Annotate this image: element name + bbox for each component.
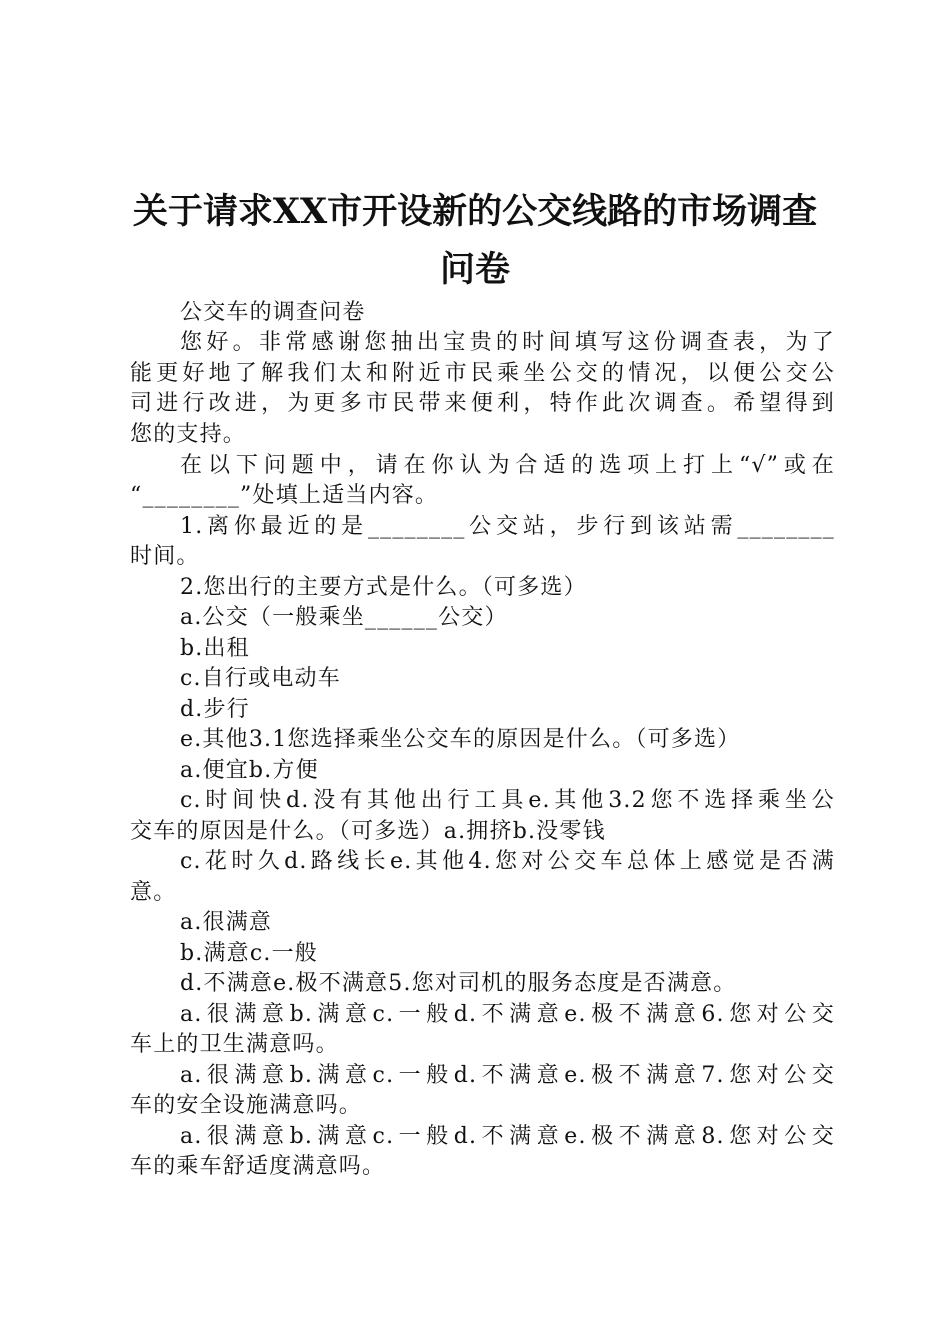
body-line: b.满意c.一般 (180, 941, 318, 966)
body-line: “________”处填上适当内容。 (130, 483, 439, 508)
document-title-line-2: 问卷 (439, 249, 510, 290)
body-line: a.很满意 (180, 910, 273, 935)
body-line: d.步行 (180, 697, 250, 722)
body-line: 车上的卫生满意吗。 (130, 1032, 339, 1057)
body-line: 能更好地了解我们太和附近市民乘坐公交的情况，以便公交公 (130, 361, 835, 386)
document-title-line-1: 关于请求XX市开设新的公交线路的市场调查 (132, 191, 818, 232)
body-line: c.时间快d.没有其他出行工具e.其他3.2您不选择乘坐公 (180, 788, 835, 813)
body-line: 您好。非常感谢您抽出宝贵的时间填写这份调查表，为了 (180, 330, 835, 355)
body-line: a.很满意b.满意c.一般d.不满意e.极不满意6.您对公交 (180, 1002, 835, 1027)
body-line: c.花时久d.路线长e.其他4.您对公交车总体上感觉是否满 (180, 849, 835, 874)
body-line: 您的支持。 (130, 422, 247, 447)
body-line: 时间。 (130, 544, 200, 569)
body-line: a.很满意b.满意c.一般d.不满意e.极不满意7.您对公交 (180, 1063, 835, 1088)
body-line: 交车的原因是什么。（可多选）a.拥挤b.没零钱 (130, 819, 606, 844)
body-line: c.自行或电动车 (180, 666, 341, 691)
body-line: b.出租 (180, 636, 250, 661)
body-line: a.便宜b.方便 (180, 758, 319, 783)
body-line: 在以下问题中，请在你认为合适的选项上打上“√”或在 (180, 453, 835, 478)
body-line: 司进行改进，为更多市民带来便利，特作此次调查。希望得到 (130, 391, 835, 416)
body-line: 车的乘车舒适度满意吗。 (130, 1154, 386, 1179)
body-line: 公交车的调查问卷 (180, 300, 366, 325)
body-line: 车的安全设施满意吗。 (130, 1093, 363, 1118)
body-line: 2.您出行的主要方式是什么。（可多选） (180, 575, 587, 600)
body-line: a.公交（一般乘坐______公交） (180, 605, 508, 630)
body-line: e.其他3.1您选择乘坐公交车的原因是什么。（可多选） (180, 727, 741, 752)
body-line: d.不满意e.极不满意5.您对司机的服务态度是否满意。 (180, 971, 737, 996)
body-line: 1.离你最近的是________公交站，步行到该站需________ (180, 514, 835, 539)
body-line: 意。 (130, 880, 177, 905)
body-line: a.很满意b.满意c.一般d.不满意e.极不满意8.您对公交 (180, 1124, 835, 1149)
